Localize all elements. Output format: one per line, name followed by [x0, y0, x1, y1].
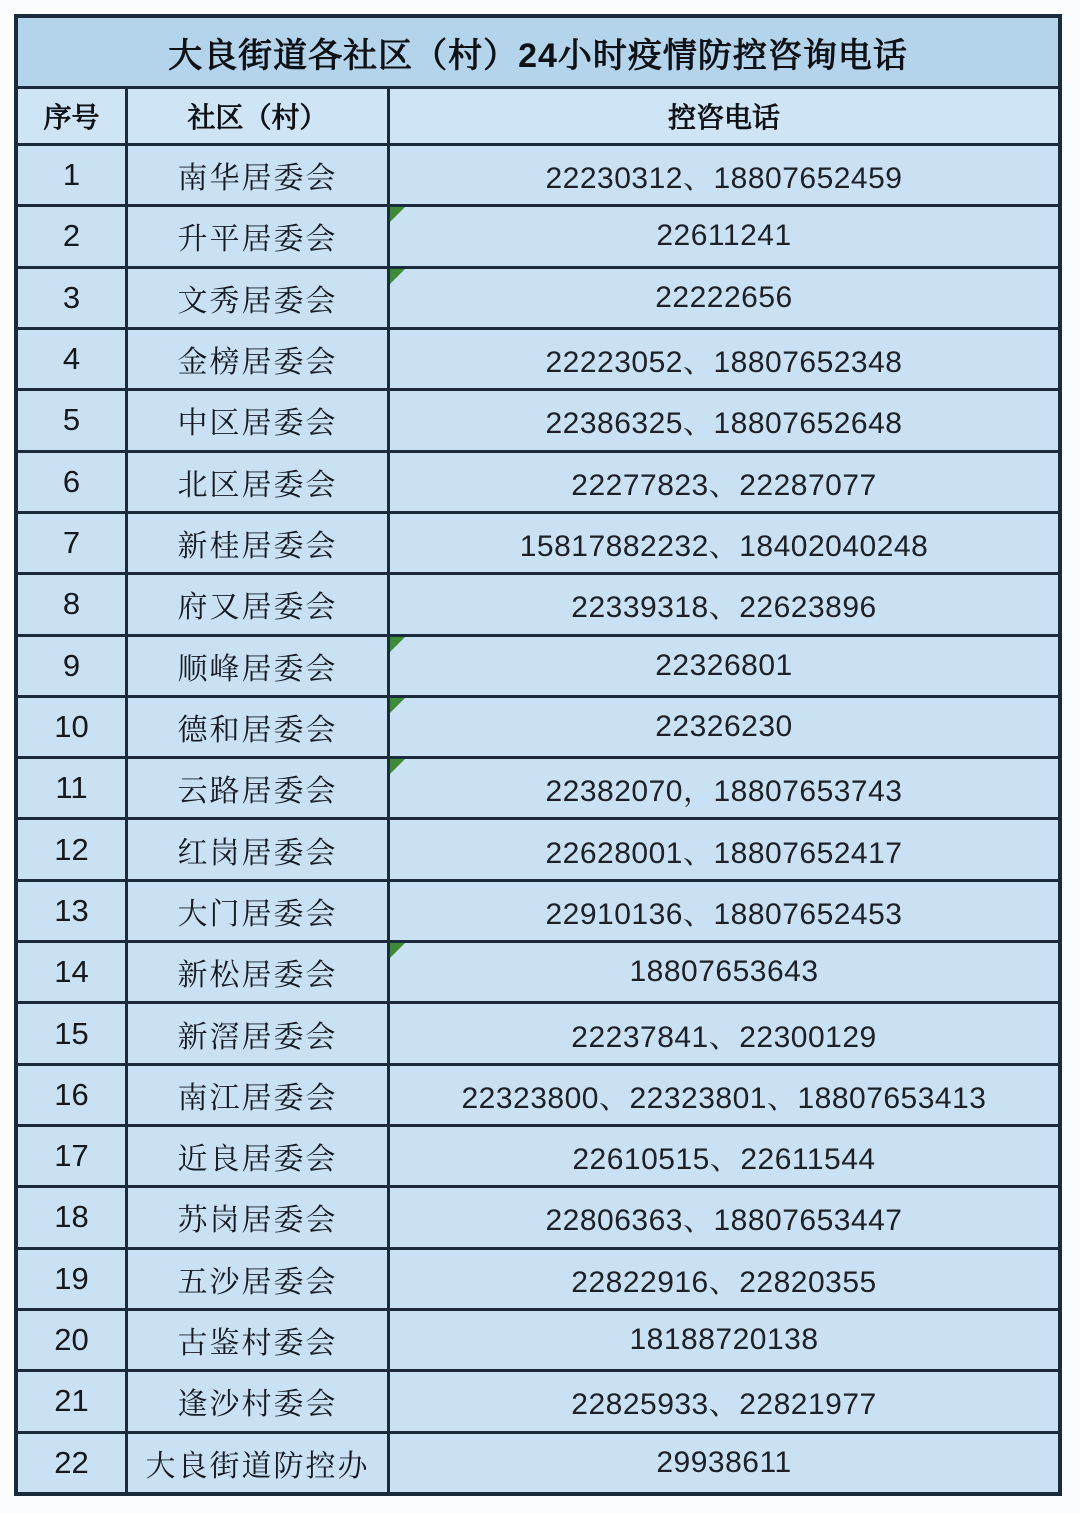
cell-corner-marker-icon	[390, 637, 405, 652]
table-row	[18, 882, 1058, 943]
phone-cell: 22628001、18807652417	[545, 836, 903, 870]
phone-cell: 22386325、18807652648	[545, 407, 903, 441]
row-number-cell: 10	[18, 698, 128, 756]
community-name-cell: 逢沙村委会	[128, 1372, 390, 1430]
table-row	[18, 637, 1058, 698]
community-name-cell: 北区居委会	[128, 453, 390, 511]
table-row	[18, 1066, 1058, 1127]
table-row	[18, 269, 1058, 330]
table-row	[18, 575, 1058, 636]
table-row	[18, 1127, 1058, 1188]
phone-cell: 22910136、18807652453	[545, 897, 903, 931]
community-name-cell: 文秀居委会	[128, 269, 390, 327]
row-number-cell: 3	[18, 269, 128, 327]
row-number-cell: 15	[18, 1004, 128, 1062]
community-name-cell: 五沙居委会	[128, 1250, 390, 1308]
phone-cell: 22382070，18807653743	[390, 759, 1058, 817]
table-title: 大良街道各社区（村）24小时疫情防控咨询电话	[18, 18, 1058, 89]
cell-corner-marker-icon	[390, 207, 405, 222]
community-name-cell: 近良居委会	[128, 1127, 390, 1185]
cell-corner-marker-icon	[390, 698, 405, 713]
column-header-community: 社区（村）	[128, 89, 390, 143]
row-number-cell: 22	[18, 1434, 128, 1492]
row-number-cell: 21	[18, 1372, 128, 1430]
community-name-cell: 古鉴村委会	[128, 1311, 390, 1369]
table-row	[18, 1250, 1058, 1311]
row-number-cell: 8	[18, 575, 128, 633]
table-row	[18, 943, 1058, 1004]
table-row	[18, 820, 1058, 881]
table-row	[18, 1188, 1058, 1249]
phone-cell: 22326801	[390, 637, 1058, 695]
community-name-cell: 南华居委会	[128, 146, 390, 204]
community-name-cell: 新松居委会	[128, 943, 390, 1001]
community-name-cell: 顺峰居委会	[128, 637, 390, 695]
phone-cell: 22237841、22300129	[571, 1020, 877, 1054]
community-name-cell: 府又居委会	[128, 575, 390, 633]
community-name-cell: 金榜居委会	[128, 330, 390, 388]
row-number-cell: 5	[18, 391, 128, 449]
table-row	[18, 1372, 1058, 1433]
phone-cell: 22277823、22287077	[571, 468, 877, 502]
table-header	[18, 89, 1058, 146]
row-number-cell: 19	[18, 1250, 128, 1308]
row-number-cell: 9	[18, 637, 128, 695]
phone-cell: 22825933、22821977	[571, 1388, 877, 1422]
row-number-cell: 14	[18, 943, 128, 1001]
row-number-cell: 13	[18, 882, 128, 940]
phone-cell: 22230312、18807652459	[545, 162, 903, 196]
cell-corner-marker-icon	[390, 943, 405, 958]
community-name-cell: 德和居委会	[128, 698, 390, 756]
table-row	[18, 759, 1058, 820]
table-body	[18, 146, 1058, 1492]
column-header-phone: 控咨电话	[667, 102, 780, 133]
cell-corner-marker-icon	[390, 759, 405, 774]
row-number-cell: 16	[18, 1066, 128, 1124]
row-number-cell: 6	[18, 453, 128, 511]
community-name-cell: 大良街道防控办	[128, 1434, 390, 1492]
community-name-cell: 新滘居委会	[128, 1004, 390, 1062]
phone-cell: 15817882232、18402040248	[519, 530, 929, 564]
row-number-cell: 12	[18, 820, 128, 878]
row-number-cell: 17	[18, 1127, 128, 1185]
table-row	[18, 698, 1058, 759]
table-row	[18, 1004, 1058, 1065]
phone-cell: 22222656	[390, 269, 1058, 327]
row-number-cell: 20	[18, 1311, 128, 1369]
row-number-cell: 4	[18, 330, 128, 388]
phone-cell: 22223052、18807652348	[545, 346, 903, 380]
table-row	[18, 514, 1058, 575]
community-name-cell: 南江居委会	[128, 1066, 390, 1124]
row-number-cell: 2	[18, 207, 128, 265]
table-row	[18, 1311, 1058, 1372]
table-row	[18, 330, 1058, 391]
row-number-cell: 18	[18, 1188, 128, 1246]
phone-cell: 22806363、18807653447	[545, 1204, 903, 1238]
row-number-cell: 7	[18, 514, 128, 572]
column-header-index: 序号	[18, 89, 128, 143]
table-row	[18, 391, 1058, 452]
community-name-cell: 升平居委会	[128, 207, 390, 265]
community-name-cell: 中区居委会	[128, 391, 390, 449]
phone-cell: 22610515、22611544	[572, 1143, 876, 1177]
phone-cell: 29938611	[656, 1445, 792, 1479]
community-name-cell: 新桂居委会	[128, 514, 390, 572]
phone-cell: 22326230	[390, 698, 1058, 756]
phone-cell: 22822916、22820355	[571, 1265, 877, 1299]
phone-cell: 18188720138	[629, 1323, 819, 1357]
community-name-cell: 大门居委会	[128, 882, 390, 940]
row-number-cell: 11	[18, 759, 128, 817]
table-row	[18, 1434, 1058, 1492]
table-row	[18, 207, 1058, 268]
phone-cell: 22611241	[390, 207, 1058, 265]
community-name-cell: 红岗居委会	[128, 820, 390, 878]
row-number-cell: 1	[18, 146, 128, 204]
table-row	[18, 146, 1058, 207]
phone-cell: 22339318、22623896	[571, 591, 877, 625]
table-row	[18, 453, 1058, 514]
phone-cell: 22323800、22323801、18807653413	[461, 1081, 987, 1115]
community-name-cell: 云路居委会	[128, 759, 390, 817]
community-name-cell: 苏岗居委会	[128, 1188, 390, 1246]
phone-table	[14, 14, 1062, 1496]
cell-corner-marker-icon	[390, 269, 405, 284]
phone-cell: 18807653643	[390, 943, 1058, 1001]
